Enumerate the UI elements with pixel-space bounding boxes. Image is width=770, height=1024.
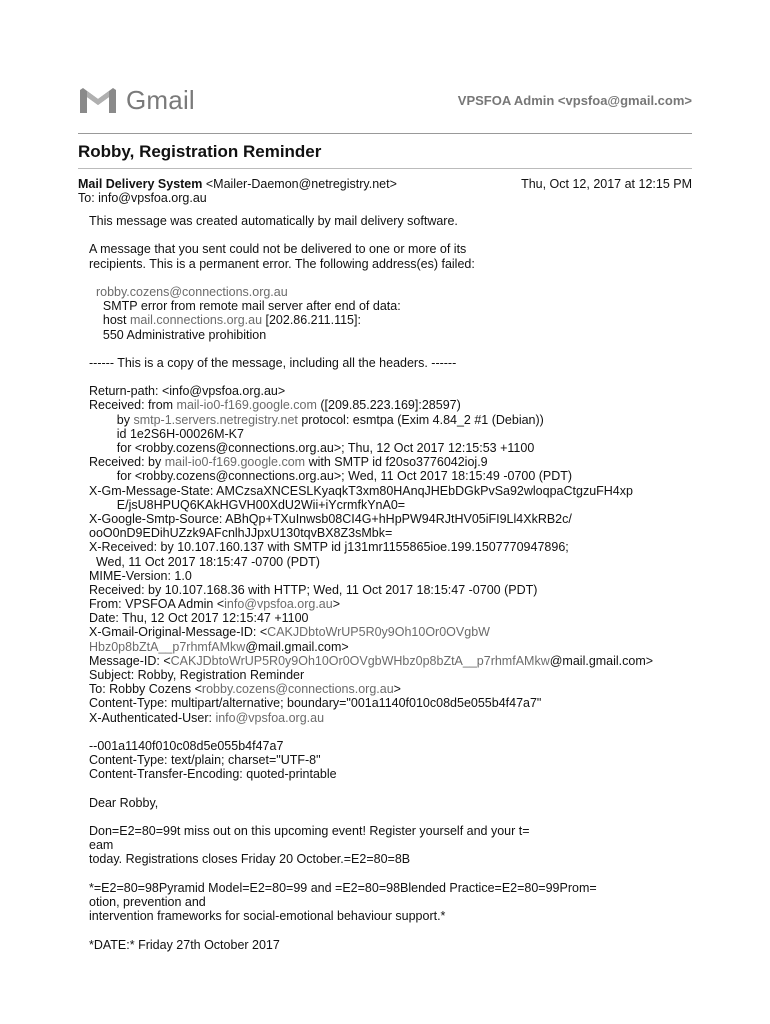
body-link[interactable]: mail.connections.org.au	[130, 313, 263, 328]
body-text: protocol: esmtpa (Exim 4.84_2 #1 (Debian))	[297, 412, 544, 427]
body-text	[89, 285, 96, 299]
body-line: SMTP error from remote mail server after end of data:	[89, 299, 401, 314]
subject-divider	[78, 168, 692, 169]
body-text: @mail.gmail.com>	[549, 653, 654, 668]
body-text: X-Authenticated-User:	[89, 710, 216, 725]
email-subject: Robby, Registration Reminder	[78, 142, 322, 161]
body-line	[89, 455, 729, 469]
body-gap	[89, 810, 729, 824]
email-body	[89, 214, 729, 952]
body-line: Received: by 10.107.168.36 with HTTP; Wed, 11 Oct 2017 18:15:47 -0700 (PDT)	[89, 582, 538, 597]
body-text: ([209.85.223.169]:28597)	[316, 398, 461, 413]
body-line	[89, 654, 729, 668]
body-line: X-Google-Smtp-Source: ABhQp+TXuInwsb08CI4G+hHpPW94RJtHV05iFI9Ll4XkRB2c/	[89, 511, 572, 526]
body-line: X-Received: by 10.107.160.137 with SMTP id j131mr1155865ioe.199.1507770947896;	[89, 540, 569, 555]
email-from	[78, 177, 397, 191]
body-gap	[89, 342, 729, 356]
gmail-envelope-icon	[78, 86, 118, 114]
body-line: otion, prevention and	[89, 895, 206, 909]
body-text: by	[89, 412, 134, 427]
body-line: Content-Type: text/plain; charset="UTF-8"	[89, 753, 321, 768]
body-line: Wed, 11 Oct 2017 18:15:47 -0700 (PDT)	[89, 554, 320, 569]
body-link[interactable]: mail-io0-f169.google.com	[176, 398, 317, 413]
sender-name: Mail Delivery System	[78, 177, 203, 191]
body-line: 550 Administrative prohibition	[89, 327, 267, 342]
account-label: VPSFOA Admin <vpsfoa@gmail.com>	[457, 93, 692, 108]
body-line	[89, 597, 729, 611]
body-line: for <robby.cozens@connections.org.au>; Thu, 12 Oct 2017 12:15:53 +1100	[89, 441, 535, 455]
body-text: To: Robby Cozens <	[89, 682, 202, 697]
body-text: with SMTP id f20so3776042ioj.9	[305, 455, 488, 470]
body-line	[89, 682, 729, 696]
header-divider	[78, 133, 692, 134]
body-line: --001a1140f010c08d5e055b4f47a7	[89, 738, 284, 753]
sender-address: <Mailer-Daemon@netregistry.net>	[205, 177, 397, 191]
email-to: To: info@vpsfoa.org.au	[78, 191, 207, 205]
body-line: Content-Transfer-Encoding: quoted-printable	[89, 767, 337, 782]
body-gap	[89, 782, 729, 796]
body-line: ooO0nD9EDihUZzk9AFcnlhJJpxU130tqvBX8Z3sMbk=	[89, 526, 393, 541]
body-line: Don=E2=80=99t miss out on this upcoming event! Register yourself and your t=	[89, 824, 530, 839]
body-text: [202.86.211.115]:	[262, 313, 361, 328]
body-line: Dear Robby,	[89, 795, 159, 810]
body-line: eam	[89, 838, 114, 853]
body-link[interactable]: info@vpsfoa.org.au	[224, 597, 333, 612]
email-date: Thu, Oct 12, 2017 at 12:15 PM	[521, 177, 692, 191]
body-text: From: VPSFOA Admin <	[89, 597, 225, 612]
body-line: E/jsU8HPUQ6KAkHGVH00XdU2Wii+iYcrmfkYnA0=	[89, 497, 406, 512]
body-line: for <robby.cozens@connections.org.au>; Wed, 11 Oct 2017 18:15:49 -0700 (PDT)	[89, 469, 573, 484]
body-gap	[89, 271, 729, 285]
body-gap	[89, 867, 729, 881]
body-line: Date: Thu, 12 Oct 2017 12:15:47 +1100	[89, 611, 309, 626]
body-link[interactable]: Hbz0p8bZtA__p7rhmfAMkw	[89, 639, 246, 654]
body-line: Return-path: <info@vpsfoa.org.au>	[89, 384, 286, 399]
body-text: X-Gmail-Original-Message-ID: <	[89, 625, 268, 640]
body-gap	[89, 725, 729, 739]
body-gap	[89, 370, 729, 384]
gmail-logo	[78, 84, 195, 116]
body-line: Content-Type: multipart/alternative; boundary="001a1140f010c08d5e055b4f47a7"	[89, 696, 542, 711]
body-line: This message was created automatically by mail delivery software.	[89, 214, 458, 228]
body-link[interactable]: smtp-1.servers.netregistry.net	[133, 412, 298, 427]
gmail-header	[78, 84, 692, 124]
body-line: today. Registrations closes Friday 20 October.=E2=80=8B	[89, 852, 411, 867]
body-text: @mail.gmail.com>	[245, 639, 349, 654]
body-line: Subject: Robby, Registration Reminder	[89, 668, 305, 682]
body-line	[89, 640, 729, 654]
body-text: >	[332, 597, 341, 612]
body-line: MIME-Version: 1.0	[89, 568, 192, 583]
gmail-logo-text: Gmail	[126, 84, 195, 115]
body-line	[89, 398, 729, 412]
body-text: Message-ID: <	[89, 653, 171, 668]
body-link[interactable]: robby.cozens@connections.org.au	[95, 284, 288, 299]
body-line: intervention frameworks for social-emotional behaviour support.*	[89, 909, 446, 924]
body-gap	[89, 923, 729, 937]
body-text: host	[89, 313, 130, 328]
body-text: Received: by	[89, 455, 165, 470]
body-line: A message that you sent could not be delivered to one or more of its	[89, 242, 467, 257]
body-line: recipients. This is a permanent error. The following address(es) failed:	[89, 256, 475, 271]
body-line: *=E2=80=98Pyramid Model=E2=80=99 and =E2=80=98Blended Practice=E2=80=99Prom=	[89, 880, 597, 895]
body-line: *DATE:* Friday 27th October 2017	[89, 937, 280, 952]
body-link[interactable]: CAKJDbtoWrUP5R0y9Oh10Or0OVgbWHbz0p8bZtA__p7rhmfAMkw	[170, 653, 550, 668]
body-link[interactable]: mail-io0-f169.google.com	[164, 455, 306, 470]
body-link[interactable]: robby.cozens@connections.org.au	[201, 682, 394, 697]
body-line	[89, 285, 729, 299]
body-line: ------ This is a copy of the message, including all the headers. ------	[89, 355, 457, 370]
body-line	[89, 313, 729, 327]
body-line	[89, 711, 729, 725]
body-link[interactable]: info@vpsfoa.org.au	[215, 710, 325, 725]
body-line	[89, 413, 729, 427]
body-line	[89, 625, 729, 639]
body-text: Received: from	[89, 398, 177, 413]
body-text: >	[393, 682, 401, 697]
body-line: X-Gm-Message-State: AMCzsaXNCESLKyaqkT3xm80HAnqJHEbDGkPvSa92wloqpaCtgzuFH4xp	[89, 483, 633, 498]
body-gap	[89, 228, 729, 242]
body-line: id 1e2S6H-00026M-K7	[89, 426, 244, 441]
body-link[interactable]: CAKJDbtoWrUP5R0y9Oh10Or0OVgbW	[267, 625, 490, 640]
